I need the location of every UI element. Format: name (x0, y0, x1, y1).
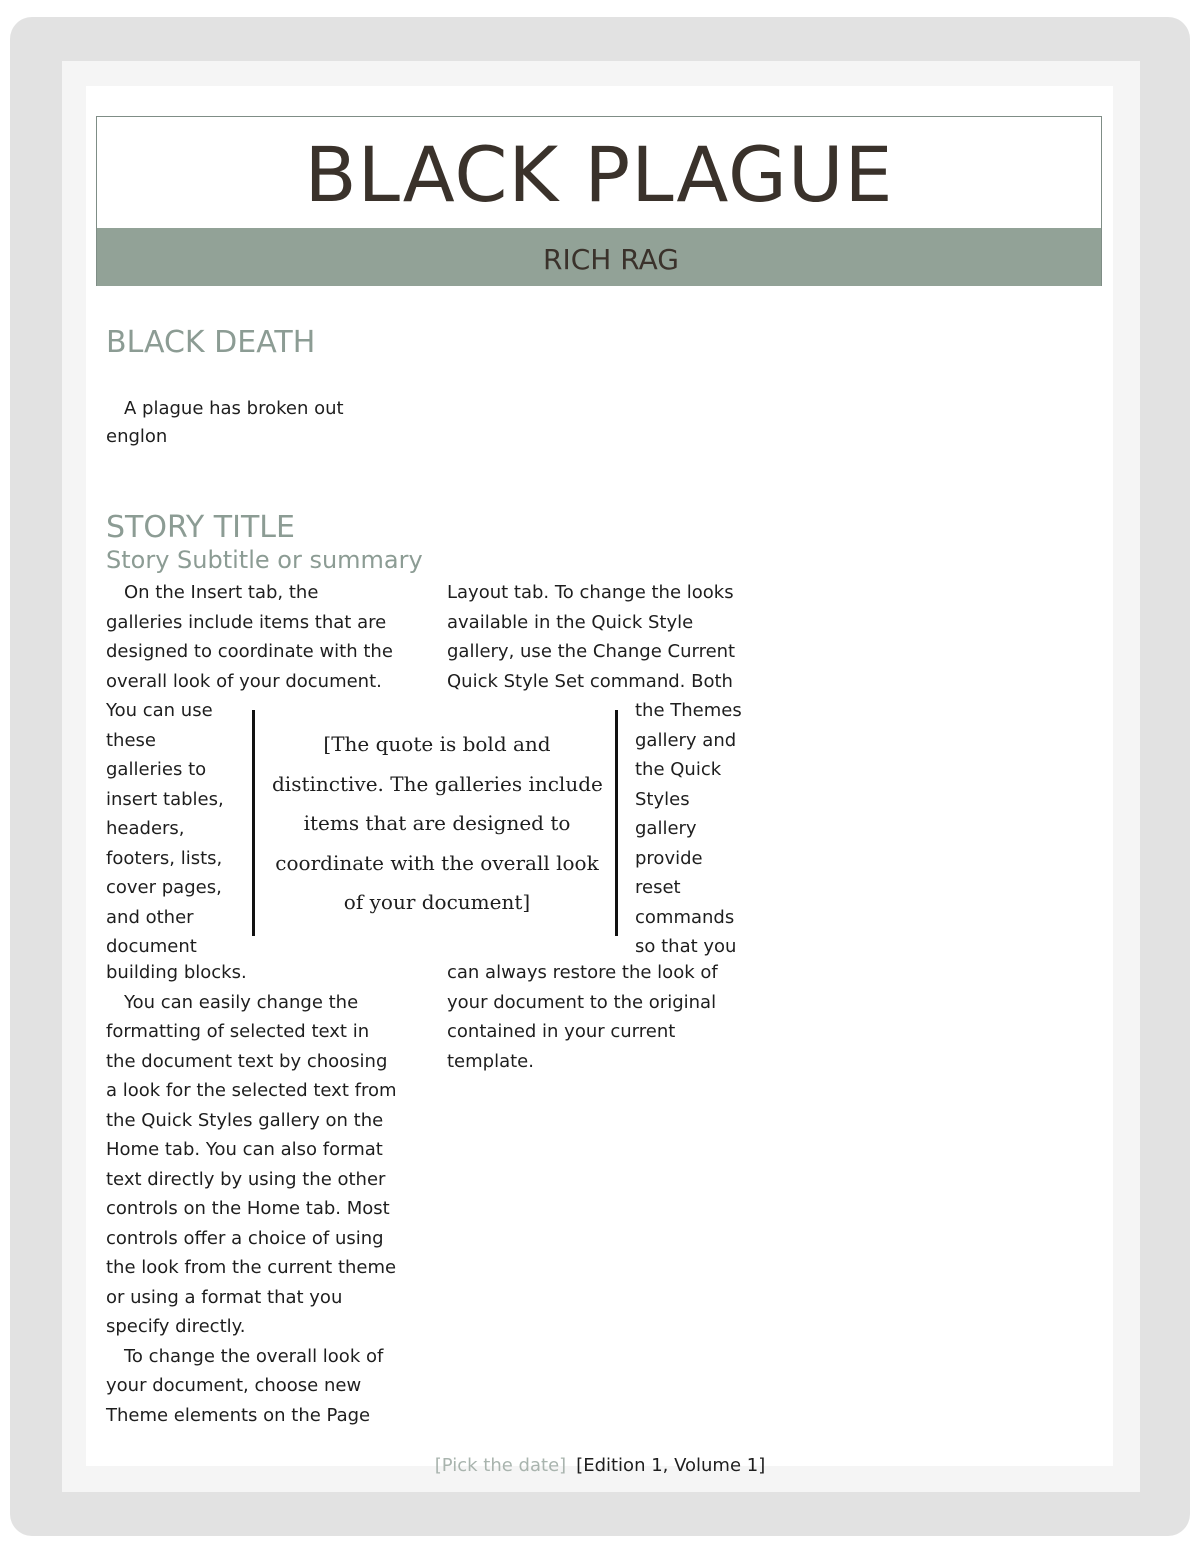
text-line: your document to the original (447, 991, 717, 1013)
text-line: galleries to (106, 759, 207, 780)
text-line: You can use (106, 700, 213, 721)
pull-quote (272, 725, 602, 923)
text-line: gallery, use the Change Current (447, 641, 736, 662)
text-line: Layout tab. To change the looks (447, 582, 734, 603)
text-line: headers, (106, 818, 185, 839)
text-line: designed to coordinate with the (106, 641, 393, 662)
article-heading-black-death: BLACK DEATH (106, 325, 316, 360)
pull-quote-left-rule (252, 710, 255, 936)
text-line: Styles (635, 788, 690, 810)
quote-line: [The quote is bold and (323, 732, 551, 756)
text-line: the Quick Styles gallery on the (106, 1109, 384, 1131)
text-line: the document text by choosing (106, 1050, 388, 1072)
text-line: contained in your current (447, 1021, 676, 1042)
text-line: template. (447, 1050, 534, 1072)
column-1-wrap (106, 696, 224, 962)
pull-quote-right-rule (615, 710, 618, 936)
text-line: Theme elements on the Page (106, 1404, 371, 1426)
quote-line: distinctive. The galleries include (272, 771, 603, 796)
story-subtitle: Story Subtitle or summary (106, 546, 423, 574)
text-line: gallery and (635, 729, 737, 751)
text-line: reset (635, 877, 681, 898)
text-line: A plague has broken out (106, 398, 344, 419)
text-line: cover pages, (106, 877, 222, 898)
edition-label: [Edition 1, Volume 1] (576, 1455, 766, 1476)
column-2-top (447, 578, 735, 696)
text-line: Quick Style Set command. Both (447, 670, 733, 692)
text-line: text directly by using the other (106, 1168, 386, 1190)
date-placeholder[interactable]: [Pick the date] (434, 1455, 567, 1476)
text-line: englon (106, 426, 168, 447)
text-line: To change the overall look of (106, 1345, 384, 1367)
newsletter-subtitle: RICH RAG (543, 243, 679, 276)
text-line: You can easily change the (106, 991, 359, 1013)
text-line: galleries include items that are (106, 611, 387, 633)
text-line: these (106, 729, 156, 751)
text-line: controls on the Home tab. Most (106, 1198, 390, 1219)
text-line: the look from the current theme (106, 1257, 397, 1278)
text-line: your document, choose new (106, 1375, 362, 1396)
text-line: overall look of your document. (106, 670, 382, 692)
text-line: insert tables, (106, 788, 224, 810)
text-line: so that you (635, 936, 737, 957)
text-line: the Quick (635, 759, 722, 780)
text-line: On the Insert tab, the (106, 582, 319, 603)
text-line: or using a format that you (106, 1286, 343, 1308)
story-title: STORY TITLE (106, 510, 295, 545)
column-1-bottom (106, 958, 397, 1430)
text-line: Home tab. You can also format (106, 1139, 383, 1160)
text-line: specify directly. (106, 1316, 246, 1337)
text-line: controls offer a choice of using (106, 1227, 384, 1249)
text-line: formatting of selected text in (106, 1021, 370, 1042)
article-intro-text (106, 395, 344, 451)
quote-line: items that are designed to (303, 811, 571, 835)
column-1-top (106, 578, 393, 696)
text-line: footers, lists, (106, 847, 223, 869)
column-2-wrap (635, 696, 742, 962)
page-footer (0, 1451, 1200, 1481)
text-line: commands (635, 906, 735, 928)
text-line: the Themes (635, 700, 742, 721)
text-line: can always restore the look of (447, 962, 718, 983)
text-line: provide (635, 847, 703, 869)
newsletter-title: BLACK PLAGUE (304, 130, 894, 219)
quote-line: coordinate with the overall look (275, 850, 599, 875)
masthead (96, 116, 1102, 286)
masthead-band (97, 228, 1101, 286)
text-line: available in the Quick Style (447, 611, 694, 633)
text-line: and other (106, 906, 194, 928)
text-line: document (106, 936, 197, 957)
text-line: building blocks. (106, 962, 247, 983)
quote-line: of your document] (343, 890, 531, 914)
text-line: a look for the selected text from (106, 1080, 397, 1101)
text-line: gallery (635, 818, 697, 839)
column-2-bottom (447, 958, 718, 1076)
